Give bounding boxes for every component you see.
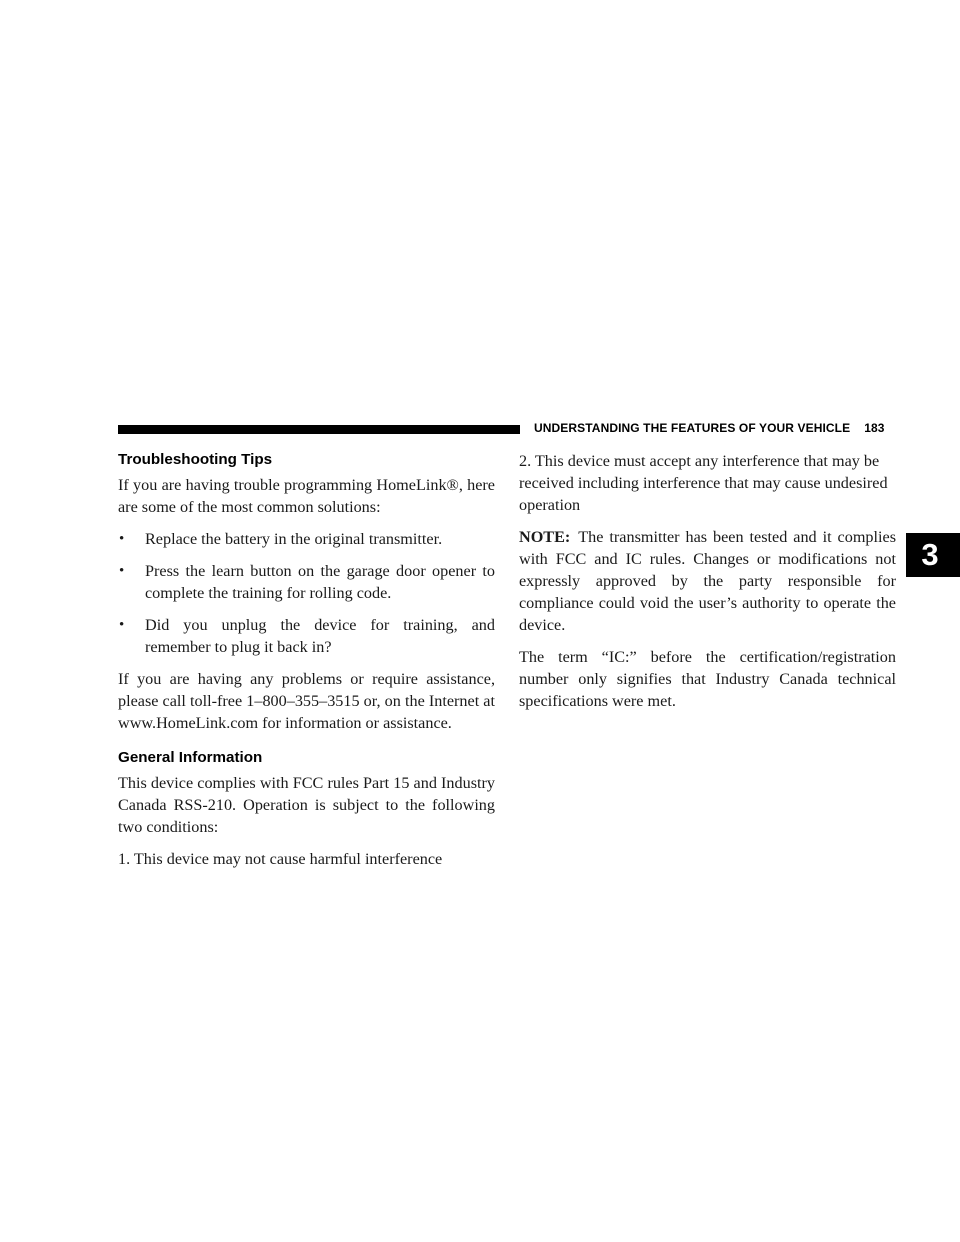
condition-2: 2. This device must accept any interference that may be received including interference that may cause undesired operation	[519, 452, 888, 514]
bullet-item	[118, 614, 495, 658]
note-label: NOTE:	[519, 528, 571, 546]
section-heading-troubleshooting: Troubleshooting Tips	[118, 451, 273, 468]
bullet-item	[118, 560, 495, 604]
left-column	[118, 450, 495, 880]
bullet-text: Press the learn button on the garage door opener to complete the training for rolling code.	[145, 562, 495, 602]
header-title: UNDERSTANDING THE FEATURES OF YOUR VEHICLE	[534, 421, 851, 435]
header-rule	[118, 425, 520, 434]
note-paragraph	[519, 526, 896, 636]
ic-paragraph: The term “IC:” before the certification/registration number only signifies that Industry Canada technical specifications were met.	[519, 648, 896, 710]
bullet-icon: •	[119, 617, 125, 633]
chapter-tab: 3	[906, 533, 960, 577]
section-heading-general-information: General Information	[118, 749, 263, 766]
bullet-item	[118, 528, 495, 550]
assistance-paragraph: If you are having any problems or require assistance, please call toll-free 1–800–355–3515 or, on the Internet at www.HomeLink.com for information or assistance.	[118, 670, 495, 732]
page-number: 183	[864, 421, 885, 435]
condition-1: 1. This device may not cause harmful interference	[118, 850, 443, 868]
general-information-paragraph: This device complies with FCC rules Part 15 and Industry Canada RSS-210. Operation is subject to the following two conditions:	[118, 774, 495, 836]
bullet-icon: •	[119, 563, 125, 579]
bullet-text: Did you unplug the device for training, and remember to plug it back in?	[145, 616, 495, 656]
note-text: The transmitter has been tested and it complies with FCC and IC rules. Changes or modifications not expressly approved by the party responsible for compliance could void the user’s authority to operate the device.	[519, 528, 896, 634]
right-column	[519, 450, 896, 722]
bullet-text: Replace the battery in the original transmitter.	[145, 530, 443, 548]
running-header	[534, 421, 885, 435]
troubleshooting-intro: If you are having trouble programming HomeLink®, here are some of the most common solutions:	[118, 476, 495, 516]
bullet-icon: •	[119, 531, 125, 547]
